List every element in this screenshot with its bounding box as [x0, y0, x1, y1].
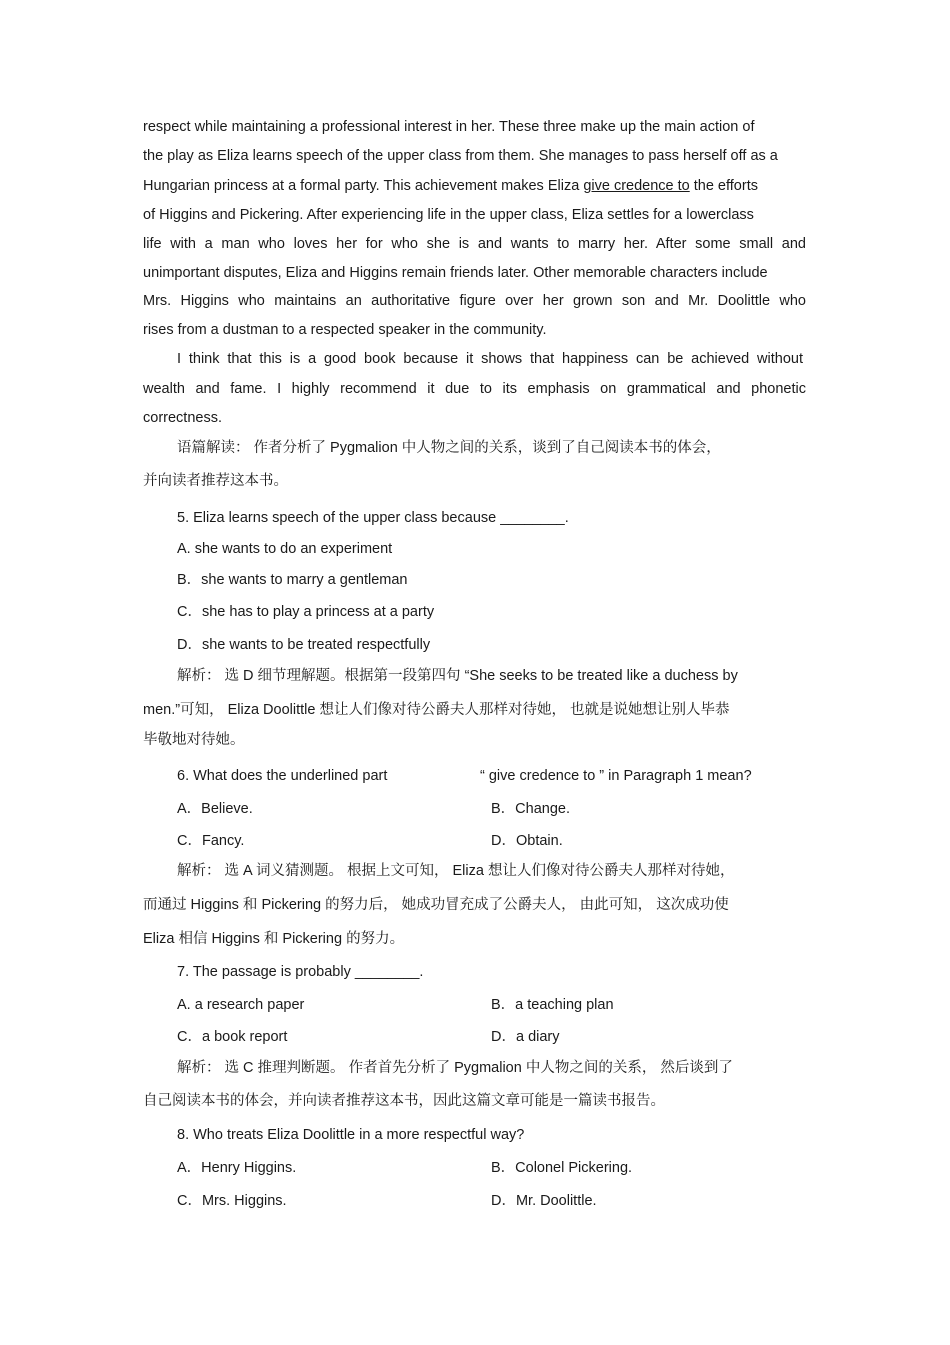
option-d: D．she wants to be treated respectfully: [177, 637, 431, 653]
option-c: C．Fancy.: [177, 833, 245, 849]
passage-line-3: [143, 177, 758, 195]
explanation-line-2: 而通过 Higgins 和 Pickering 的努力后， 她成功冒充成了公爵夫人， 由此可知， 这次成功使: [143, 897, 729, 913]
explanation-line-1: 解析： 选 D 细节理解题。根据第一段第四句 “She seeks to be treated like a duchess by: [177, 668, 738, 684]
passage-line-1: respect while maintaining a professional interest in her. These three make up the main action of: [143, 119, 755, 135]
passage-line-4: of Higgins and Pickering. After experiencing life in the upper class, Eliza settles for a lowerclass: [143, 207, 754, 223]
option-a: A．Henry Higgins.: [177, 1160, 297, 1176]
option-c: C．she has to play a princess at a party: [177, 604, 435, 620]
passage-line-2: the play as Eliza learns speech of the upper class from them. She manages to pass herself off as a: [143, 148, 778, 164]
question-stem-part-2: “ give credence to ” in Paragraph 1 mean?: [480, 768, 752, 784]
passage-line-3-start: Hungarian princess at a formal party. This achievement makes Eliza: [143, 178, 580, 194]
option-b: B．she wants to marry a gentleman: [177, 572, 408, 588]
option-d: D．Mr. Doolittle.: [491, 1193, 597, 1209]
option-b: B．Colonel Pickering.: [491, 1160, 633, 1176]
question-stem: 8. Who treats Eliza Doolittle in a more respectful way?: [177, 1127, 525, 1143]
underlined-phrase: give credence to: [583, 178, 690, 194]
option-d: D．a diary: [491, 1029, 560, 1045]
paragraph-2-line-1: I think that this is a good book because it shows that happiness can be achieved without: [177, 351, 803, 367]
analysis-line-1: 语篇解读： 作者分析了 Pygmalion 中人物之间的关系，谈到了自己阅读本书的体会，: [177, 440, 721, 456]
option-a: A. she wants to do an experiment: [177, 541, 393, 557]
option-a: A. a research paper: [177, 997, 305, 1013]
passage-line-8: rises from a dustman to a respected speaker in the community.: [143, 322, 547, 338]
explanation-line-3: Eliza 相信 Higgins 和 Pickering 的努力。: [143, 931, 405, 947]
option-b: B．Change.: [491, 801, 570, 817]
explanation-line-1: 解析： 选 A 词义猜测题。 根据上文可知， Eliza 想让人们像对待公爵夫人那样对待她，: [177, 863, 735, 879]
passage-line-6: unimportant disputes, Eliza and Higgins remain friends later. Other memorable characters include: [143, 265, 768, 281]
option-d: D．Obtain.: [491, 833, 563, 849]
explanation-line-3: 毕敬地对待她。: [143, 732, 245, 748]
question-stem: 7. The passage is probably ________.: [177, 964, 424, 980]
analysis-line-2: 并向读者推荐这本书。: [143, 473, 288, 489]
passage-line-3-end: the efforts: [693, 178, 758, 194]
explanation-line-2: men.”可知， Eliza Doolittle 想让人们像对待公爵夫人那样对待她， 也就是说她想让别人毕恭: [143, 702, 730, 718]
option-c: C．a book report: [177, 1029, 288, 1045]
explanation-line-1: 解析： 选 C 推理判断题。 作者首先分析了 Pygmalion 中人物之间的关系， 然后谈到了: [177, 1060, 733, 1076]
question-stem: 5. Eliza learns speech of the upper class because ________.: [177, 510, 569, 526]
paragraph-2-line-2: wealth and fame. I highly recommend it due to its emphasis on grammatical and phonetic: [143, 381, 806, 397]
paragraph-2-line-3: correctness.: [143, 410, 222, 426]
explanation-line-2: 自己阅读本书的体会，并向读者推荐这本书，因此这篇文章可能是一篇读书报告。: [143, 1093, 665, 1109]
question-stem-part-1: 6. What does the underlined part: [177, 768, 388, 784]
option-c: C．Mrs. Higgins.: [177, 1193, 287, 1209]
option-b: B．a teaching plan: [491, 997, 614, 1013]
passage-line-7: Mrs. Higgins who maintains an authoritative figure over her grown son and Mr. Doolittle who: [143, 293, 806, 309]
option-a: A．Believe.: [177, 801, 253, 817]
passage-line-5: life with a man who loves her for who she is and wants to marry her. After some small and: [143, 236, 806, 252]
